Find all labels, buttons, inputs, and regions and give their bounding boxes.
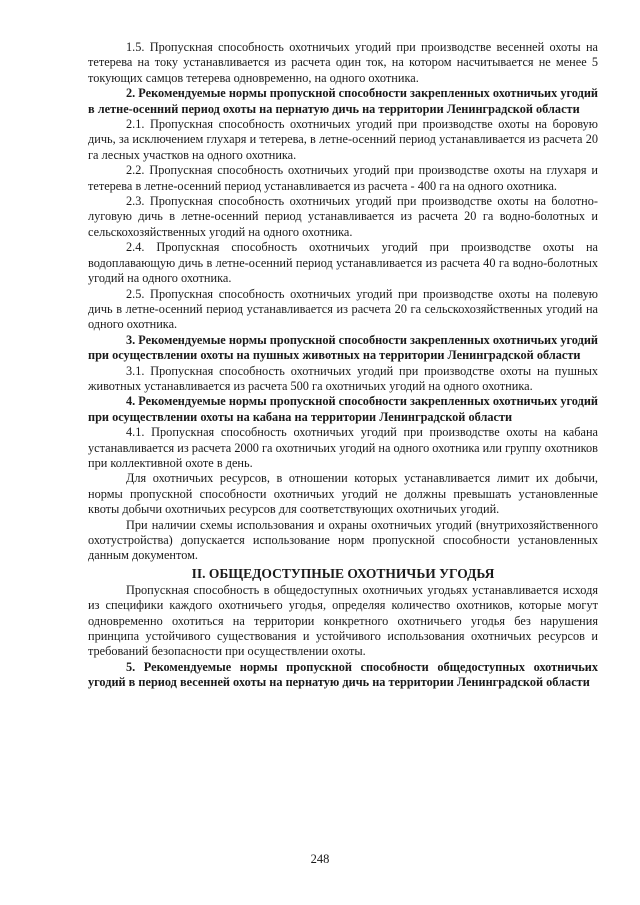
section-5-heading: 5. Рекомендуемые нормы пропускной способности общедоступных охотничьих угодий в период весенней охоты на пернатую дичь на территории Ленинградской области — [88, 659, 598, 690]
paragraph-limits-note: Для охотничьих ресурсов, в отношении которых устанавливается лимит их добычи, нормы пропускной способности охотничьих угодий не должны превышать установленные квоты добычи охотничьих ресурсов для соответствующих охотничьих угодий. — [88, 471, 598, 517]
page-number: 248 — [310, 852, 330, 866]
paragraph-2-5: 2.5. Пропускная способность охотничьих угодий при производстве охоты на полевую дичь в летне-осенний период устанавливается из расчета 20 га сельскохозяйственных угодий на одного охотника. — [88, 286, 598, 332]
paragraph-2-1: 2.1. Пропускная способность охотничьих угодий при производстве охоты на боровую дичь, за исключением глухаря и тетерева, в летне-осенний период устанавливается из расчета 20 га лесных участков на одного охотника. — [88, 117, 598, 162]
section-3-heading: 3. Рекомендуемые нормы пропускной способности закрепленных охотничьих угодий при осуществлении охоты на пушных животных на территории Ленинградской области — [88, 332, 598, 363]
paragraph-scheme-note: При наличии схемы использования и охраны охотничьих угодий (внутрихозяйственного охотустройства) допускается использование норм пропускной способности установленных данным документом. — [88, 517, 598, 563]
section-4-heading: 4. Рекомендуемые нормы пропускной способности закрепленных охотничьих угодий при осуществлении охоты на кабана на территории Ленинградской области — [88, 394, 598, 424]
chapter-ii-heading: II. ОБЩЕДОСТУПНЫЕ ОХОТНИЧЬИ УГОДЬЯ — [191, 565, 495, 581]
paragraph-1-5: 1.5. Пропускная способность охотничьих угодий при производстве весенней охоты на тетерева на току устанавливается из расчета один ток, на котором насчитывается не менее 5 токующих самцов тетерева одновременно, на одного охотника. — [88, 40, 598, 85]
section-2-heading: 2. Рекомендуемые нормы пропускной способности закрепленных охотничьих угодий в летне-осенний период охоты на пернатую дичь на территории Ленинградской области — [88, 86, 598, 116]
paragraph-2-2: 2.2. Пропускная способность охотничьих угодий при производстве охоты на глухаря и тетерева в летне-осенний период устанавливается из расчета - 400 га на одного охотника. — [88, 163, 598, 193]
paragraph-2-3: 2.3. Пропускная способность охотничьих угодий при производстве охоты на болотно-луговую дичь в летне-осенний период устанавливается из расчета 20 га водно-болотных и сельскохозяйственных угодий на одного охотника. — [88, 194, 598, 239]
paragraph-3-1: 3.1. Пропускная способность охотничьих угодий при производстве охоты на пушных животных устанавливается из расчета 500 га охотничьих угодий на одного охотника. — [88, 363, 598, 393]
paragraph-4-1: 4.1. Пропускная способность охотничьих угодий при производстве охоты на кабана устанавливается из расчета 2000 га охотничьих угодий на одного охотника или группу охотников при коллективной охоте в день. — [88, 425, 598, 470]
document-body — [88, 40, 598, 691]
paragraph-2-4: 2.4. Пропускная способность охотничьих угодий при производстве охоты на водоплавающую дичь в летне-осенний период устанавливается из расчета 40 га водно-болотных угодий на одного охотника. — [88, 240, 598, 286]
paragraph-public-grounds: Пропускная способность в общедоступных охотничьих угодьях устанавливается исходя из специфики каждого охотничьего угодья, определяя количество охотников, которые могут одновременно охотиться на территории конкретного охотничьего угодья без нарушения принципа устойчивого существования и устойчивого использования охотничьих ресурсов и требований безопасности при осуществлении охоты. — [88, 582, 598, 659]
